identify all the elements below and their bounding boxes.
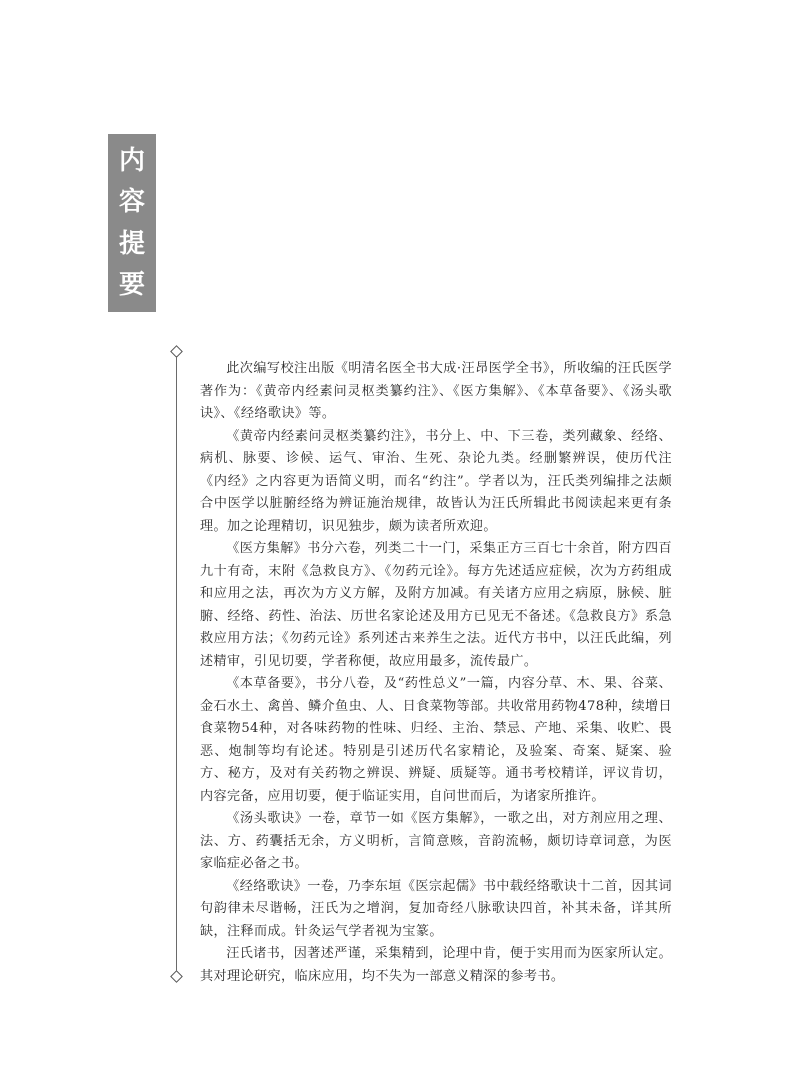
paragraph-conclusion: 汪氏诸书，因著述严谨，采集精到，论理中肯，便于实用而为医家所认定。其对理论研究，临床应用，均不失为一部意义精深的参考书。 <box>200 946 672 984</box>
section-title-char: 提 <box>118 228 145 259</box>
paragraph-bencao: 《本草备要》，书分八卷，及“药性总义”一篇，内容分草、木、果、谷菜、金石水土、禽兽、鳞介鱼虫、人、日食菜物等部。共收常用药物478种，续增日食菜物54种，对各味药物的性味、归经、主治、禁忌、产地、采集、收贮、畏恶、炮制等均有论述。特别是引述历代名家精论，及验案、奇案、疑案、验方、秘方，及对有关药物之辨误、辨疑、质疑等。通书考校精详，评议肯切，内容完备，应用切要，便于临证实用，自问世而后，为诸家所推许。 <box>200 676 672 804</box>
paragraph-jingluo: 《经络歌诀》一卷，乃李东垣《医宗起儒》书中载经络歌诀十二首，因其词句韵律未尽谐畅，汪氏为之增润，复加奇经八脉歌诀四首，补其未备，详其所缺，注释而成。针灸运气学者视为宝篆。 <box>200 878 672 939</box>
paragraph-yifang: 《医方集解》书分六卷，列类二十一门，采集正方三百七十余首，附方四百九十有奇，末附《急救良方》、《勿药元诠》。每方先述适应症候，次为方药组成和应用之法，再次为方义方解，及附方加减。有关诸方应用之病原，脉候、脏腑、经络、药性、治法、历世名家论述及用方已见无不备述。《急救良方》系急救应用方法；《勿药元诠》系列述古来养生之法。近代方书中，以汪氏此编，列述精审，引见切要，学者称便，故应用最多，流传最广。 <box>200 541 672 669</box>
section-title-char: 要 <box>118 270 145 301</box>
section-title-block <box>108 134 156 312</box>
paragraph-intro: 此次编写校注出版《明清名医全书大成·汪昂医学全书》，所收编的汪氏医学著作为：《黄帝内经素问灵枢类纂约注》、《医方集解》、《本草备要》、《汤头歌诀》、《经络歌诀》等。 <box>200 361 672 421</box>
summary-text-block <box>200 358 672 988</box>
section-title-char: 内 <box>118 145 145 176</box>
section-title-char: 容 <box>118 187 145 218</box>
paragraph-tangtou: 《汤头歌诀》一卷，章节一如《医方集解》，一歌之出，对方剂应用之理、法、方、药囊括无余，方义明析，言简意赅，音韵流畅，颇切诗章词意，为医家临症必备之书。 <box>200 811 672 871</box>
diamond-ornament-bottom <box>170 970 183 983</box>
paragraph-neijing: 《黄帝内经素问灵枢类纂约注》，书分上、中、下三卷，类列藏象、经络、病机、脉要、诊候、运气、审治、生死、杂论九类。经删繁辨误，使历代注《内经》之内容更为语简义明，而名“约注”。学者以为，汪氏类列编排之法颇合中医学以脏腑经络为辨证施治规律，故皆认为汪氏所辑此书阅读起来更有条理。加之论理精切，识见独步，颇为读者所欢迎。 <box>200 428 672 534</box>
vertical-rule <box>176 356 177 974</box>
